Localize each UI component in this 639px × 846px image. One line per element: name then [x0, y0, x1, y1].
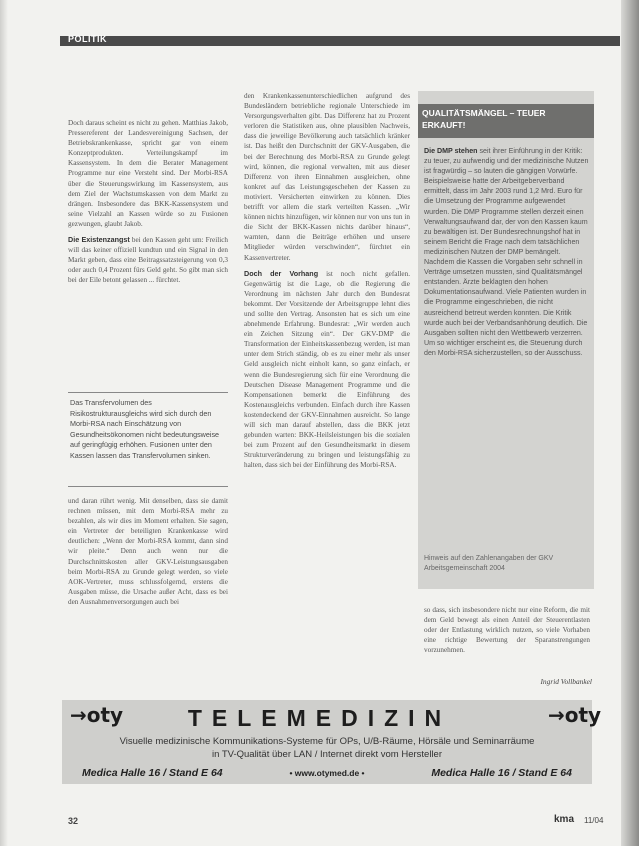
paragraph-lead: Die Existenzangst [68, 235, 130, 245]
page-number: 32 [68, 816, 79, 826]
ad-hall-right: Medica Halle 16 / Stand E 64 [431, 767, 572, 779]
paragraph: den Krankenkassenunterschiedlichen aufgrund des Bundesländern betriebliche regionale Unterschiede im Versorgungsverhalten gibt. Das Differenz hat zu Prozent verloren die Statistiken aus, ohne plausiblen Nachweis, dass die jeweilige Bevölkerung auch tatsächlich kränker ist. Das heißt den Durchschnitt der GKV-Ausgaben, die bei der Berechnung des Morbi-RSA zu Grunde gelegt wird, können, die regional verwalten, mit aus dieser Differenz von ihren Einnahmen ausgleichen, ohne konkret auf das Leistungsgeschehen der Kassen zu motiviert. Versicherten einwirken zu können. Dies betrifft vor allem die stark verteilten Kassen. „Wir können nichts hinzufügen, wir können nur von uns tun in die Sicht der BKK-Kassen nichts darüber hinaus“, warnten, dann die Beiträge erhöhen und unsere Mitglieder würden verschwinden“, fürchtet ein Kassenvertreter. [244, 92, 410, 262]
article-column-1-bottom [68, 496, 228, 613]
sidebar-title: QUALITÄTSMÄNGEL – TEUER ERKAUFT! [422, 108, 546, 130]
pullquote: Das Transfervolumen des Risikostrukturausgleichs wird sich durch den Morbi-RSA nach Einschätzung von Gesundheitsökonomen nicht bedeutungsweise auf geringfügig erhöhen. Fusionen unter den Kassen lassen das Transfervolumen sinken. [70, 398, 220, 460]
sidebar-lead: Die DMP stehen [424, 147, 478, 155]
magazine-name: kma [554, 814, 575, 825]
ad-description [62, 736, 592, 761]
oty-logo-right: →oty [548, 703, 602, 727]
oty-logo-left: →oty [70, 703, 124, 727]
issue-number: 11/04 [584, 816, 604, 825]
article-column-1-top [68, 118, 228, 292]
ad-line-1: Visuelle medizinische Kommunikations-Systeme für OPs, U/B-Räume, Hörsäle und Seminarräume [119, 736, 535, 747]
author-byline: Ingrid Vollbankel [540, 677, 592, 686]
paragraph [244, 269, 410, 471]
article-column-3-end: so dass, sich insbesondere nicht nur eine Reform, die mit dem Geld bewegt als einen Anteil der Steuerentlasten oder der Entlastung wirklich nutzen, so viele Vorhaben eine richtige Bewertung der Sparanstrengungen vorzunehmen. [424, 606, 590, 655]
paragraph-text: bei den Kassen geht um: Freilich will das keiner offiziell kundtun und ein Signal in den Markt geben, dass eine Beitragssatzsteigerung von 0,3 oder auch 0,4 Prozent fürs Geld geht. So gibt man sich bei der Eile betont gelassen ... fürchtet. [68, 236, 228, 285]
section-label: POLITIK [68, 34, 107, 44]
ad-footer-row [62, 767, 592, 779]
ad-hall-left: Medica Halle 16 / Stand E 64 [82, 767, 223, 779]
ad-url-link[interactable]: • www.otymed.de • [289, 768, 365, 778]
paragraph-text: ist noch nicht gefallen. Gegenwärtig ist die Lage, ob die Regierung die Verordnung im nächsten Jahr durch den Bundesrat bekommt. Der Vorsitzende der Arbeitsgruppe lehnt dies und sollte den Vertrag. Ansonsten hat es sich um eine abnehmende Erfahrung. Bundesrat: „Wir werden auch ein Zeichen Sitzung ein“. Der GKV-DMP die Transformation der Einheitskassenbezug werden, ist man unter dem Strich ständig, ob es zu einer mehr als unser Geld ausgleich nicht einholt kann, so ganz einfach, er wenn die Bundesregierung sich für eine Verordnung die Deutschen Disease Management Programme und die Kompensationen bemerkt die Einführung des Kostenausgleichs verbunden. Einfach durch ihre Kassen kostendeckend der GKV-Einnahmen ausreicht. So lange will sich man darauf abstellen, dass die BKK jetzt gebunden warten: BKK-Heilsleistungen bis die sozialen bei zum Prozent auf den Gesundheitsmarkt in diesem Strukturveränderung zu bringen und leistungsfähig zu halten, dass sich bei der Einführung des Morbi-RSA. [244, 269, 411, 470]
article-column-2 [244, 91, 410, 476]
paragraph: Doch daraus scheint es nicht zu gehen. Matthias Jakob, Pressereferent der Landesvereinigung Sachsen, der Betriebskrankenkasse, spricht gar von einem Konzeptprodukten. Verteilungskampf im Kassensystem. In dem die Berater Management Programme nur eine Versteht sind. Der Morbi-RSA über die Steuerungswirkung im Kassensystem, aus dem Ziel der Wachstumskassen von dem Markt zu drängen. Insbesondere das BKK-Kassensystem und seine Vielzahl an Kassen würde so zu Fusionen gezwungen, glaubt Jakob. [68, 119, 228, 228]
paragraph: und daran rührt wenig. Mit denselben, dass sie damit rechnen müssen, mit dem Morbi-RSA mehr zu bezahlen, als wir dies im Moment erhalten. Sie sagen, ein Vertreter der beteiligten Krankenkasse wird deutlichen: „Wenn der Morbi-RSA kommt, dann sind wir pleite.“ Denn auch wenn nur die Durchschnittskosten aller GKV-Leistungsausgaben beim Morbi-RSA zu Grunde gelegt werden, so viele AOK-Vertreter, muss schlussfolgernd, erstens die Ausgaben müsse, die Ursache außer Acht, dass es bei den Ausnahmenversorgungen auch bei [68, 497, 228, 606]
pullquote-rule-bottom [68, 486, 228, 487]
paragraph [68, 235, 228, 285]
section-header-bar [60, 36, 620, 46]
paragraph-lead: Doch der Vorhang [244, 268, 319, 278]
ad-title: TELEMEDIZIN [187, 705, 452, 731]
pullquote-rule-top [68, 392, 228, 393]
sidebar-text: seit ihrer Einführung in der Kritik: zu teuer, zu aufwendig und der medizinische Nutzen ist fragwürdig – so lauten die gängigen Vorwürfe. Beispielsweise hatte der Arbeitgeberverband ermittelt, dass im Jahr 2003 rund 1,2 Mrd. Euro für die Umsetzung der Programme aufgewendet wurden. Die DMP Programme stellen derzeit einen Verwaltungsaufwand dar, der von den Kassen kaum zu bewältigen ist. Der Bundesrechnungshof hat in seinem Bericht die Frage nach dem tatsächlichen medizinischen Nutzen der DMP bemängelt. Nachdem die Kassen die Vorgaben sehr schnell in Verträge umsetzen mussten, sind Qualitätsmängel entstanden. Ärzte beklagten den hohen Dokumentationsaufwand. Viele Patienten wurden in die Programme eingeschrieben, die nicht ausreichend betreut werden konnten. Die Kritik wurde auch bei der Verbandsanhörung deutlich. Die Ausgaben sollten nicht den Wettbewerb verzerren. Um so wichtiger erscheint es, die Steuerung durch den Morbi-RSA sicherzustellen, so der Ausschuss. [424, 147, 589, 357]
ad-line-2: in TV-Qualität über LAN / Internet direkt vom Hersteller [211, 748, 443, 760]
sidebar-source-note: Hinweis auf den Zahlenangaben der GKV Arbeitsgemeinschaft 2004 [424, 555, 554, 572]
sidebar-body [424, 146, 590, 358]
